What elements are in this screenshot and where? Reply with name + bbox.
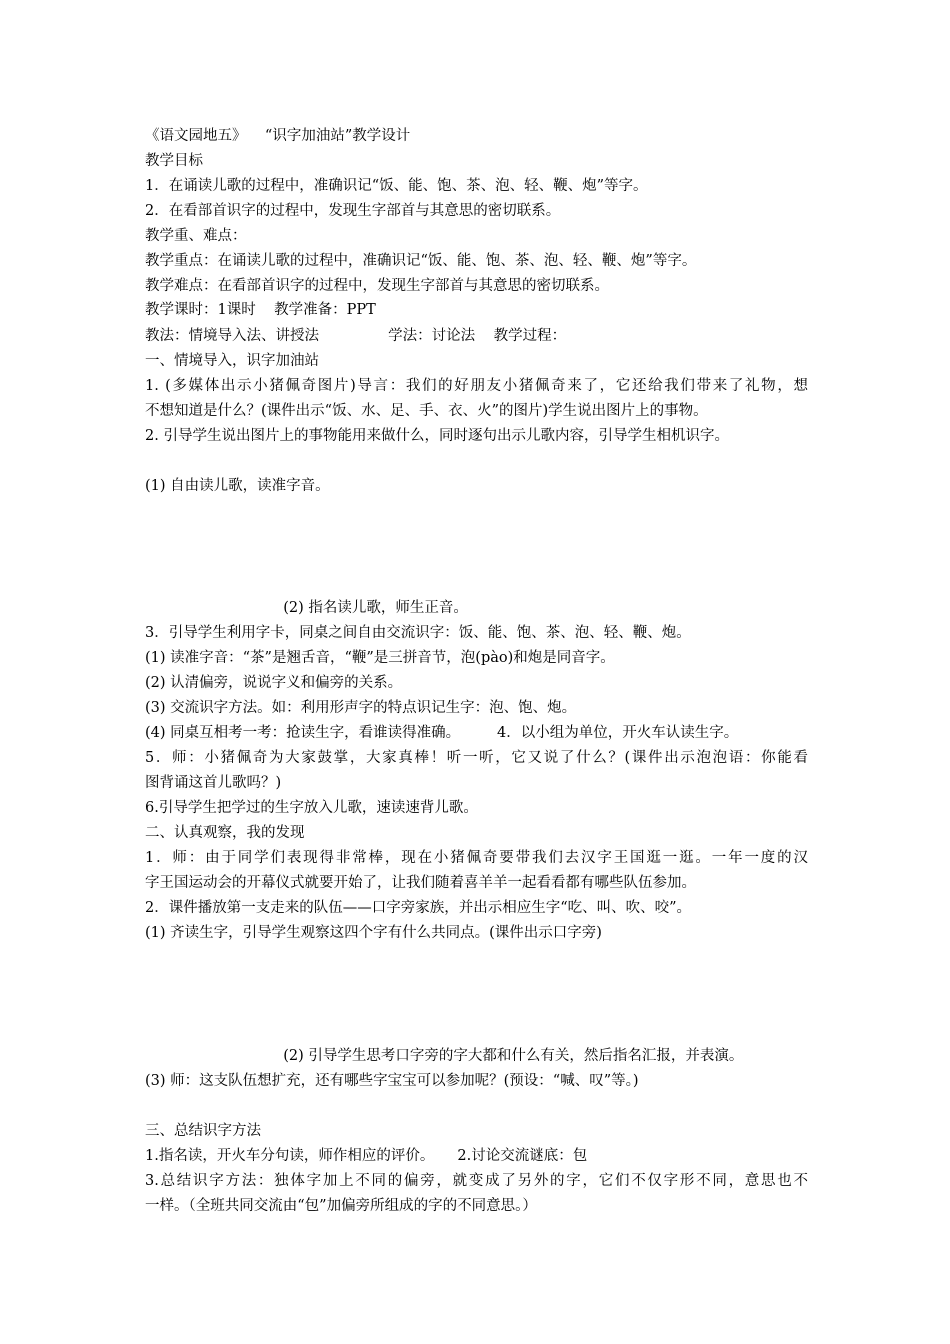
section-heading: 一、情境导入，识字加油站: [145, 353, 319, 369]
text-line: 图背诵这首儿歌吗？): [145, 775, 282, 791]
text-line: 2．课件播放第一支走来的队伍——口字旁家族，并出示相应生字“吃、叫、吹、咬”。: [145, 900, 692, 916]
text-line: 教学难点：在看部首识字的过程中，发现生字部首与其意思的密切联系。: [145, 278, 609, 294]
text-line: 3．引导学生利用字卡，同桌之间自由交流识字：饭、能、饱、茶、泡、轻、鞭、炮。: [145, 625, 691, 641]
section-heading: 二、认真观察，我的发现: [145, 825, 305, 841]
text-line: (2) 引导学生思考口字旁的字大都和什么有关，然后指名汇报，并表演。: [145, 1048, 744, 1064]
text-line: (3) 师：这支队伍想扩充，还有哪些字宝宝可以参加呢？(预设：“喊、叹”等。): [145, 1073, 639, 1089]
text-line: 教法：情境导入法、讲授法 学法：讨论法 教学过程：: [145, 328, 567, 344]
text-line: 3.总结识字方法：独体字加上不同的偏旁，就变成了另外的字，它们不仅字形不同，意思也不: [145, 1173, 808, 1189]
text-line: 1.指名读，开火车分句读，师作相应的评价。 2.讨论交流谜底：包: [145, 1148, 588, 1164]
section-heading: 教学目标: [145, 153, 203, 169]
text-line: 5．师：小猪佩奇为大家鼓掌，大家真棒！听一听，它又说了什么？(课件出示泡泡语：你能看: [145, 750, 808, 766]
section-heading: 三、总结识字方法: [145, 1123, 261, 1139]
text-line: 教学课时：1课时 教学准备：PPT: [145, 302, 376, 318]
text-line: 1．师：由于同学们表现得非常棒，现在小猪佩奇要带我们去汉字王国逛一逛。一年一度的汉: [145, 850, 808, 866]
text-line: 字王国运动会的开幕仪式就要开始了，让我们随着喜羊羊一起看看都有哪些队伍参加。: [145, 875, 696, 891]
section-heading: 教学重、难点：: [145, 228, 247, 244]
text-line: 1．在诵读儿歌的过程中，准确识记“饭、能、饱、茶、泡、轻、鞭、炮”等字。: [145, 178, 648, 194]
text-line: 2．在看部首识字的过程中，发现生字部首与其意思的密切联系。: [145, 203, 561, 219]
text-line: (1) 读准字音：“茶”是翘舌音，“鞭”是三拼音节，泡(pào)和炮是同音字。: [145, 650, 615, 666]
text-line: (3) 交流识字方法。如：利用形声字的特点识记生字：泡、饱、炮。: [145, 700, 577, 716]
document-title: 《语文园地五》 “识字加油站”教学设计: [145, 128, 411, 144]
text-line: (4) 同桌互相考一考：抢读生字，看谁读得准确。 4．以小组为单位，开火车认读生字。: [145, 725, 739, 741]
text-line: 一样。（全班共同交流由“包”加偏旁所组成的字的不同意思。）: [145, 1198, 537, 1214]
text-line: 6.引导学生把学过的生字放入儿歌，速读速背儿歌。: [145, 800, 478, 816]
text-line: 1. (多媒体出示小猪佩奇图片)导言：我们的好朋友小猪佩奇来了，它还给我们带来了礼物，想: [145, 378, 808, 394]
text-line: (2) 指名读儿歌，师生正音。: [145, 600, 468, 616]
text-line: (1) 自由读儿歌，读准字音。: [145, 478, 330, 494]
text-line: 不想知道是什么？(课件出示“饭、水、足、手、衣、火”的图片)学生说出图片上的事物。: [145, 403, 708, 419]
text-line: (2) 认清偏旁，说说字义和偏旁的关系。: [145, 675, 403, 691]
text-line: (1) 齐读生字，引导学生观察这四个字有什么共同点。(课件出示口字旁): [145, 925, 602, 941]
text-line: 教学重点：在诵读儿歌的过程中，准确识记“饭、能、饱、茶、泡、轻、鞭、炮”等字。: [145, 253, 697, 269]
text-line: 2. 引导学生说出图片上的事物能用来做什么，同时逐句出示儿歌内容，引导学生相机识字。: [145, 428, 729, 444]
